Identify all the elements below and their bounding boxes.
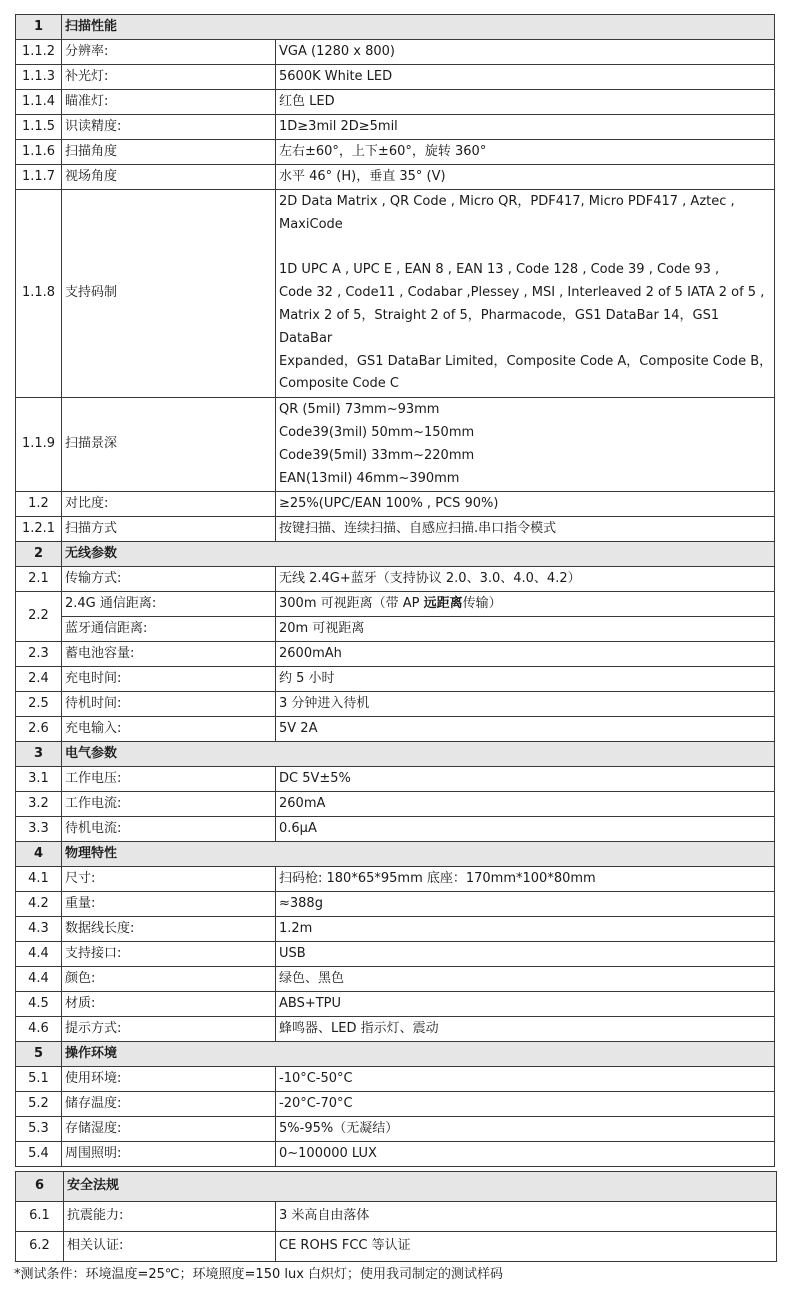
spec-label: 瞄准灯: — [62, 90, 276, 115]
spec-row — [16, 692, 775, 717]
spec-label: 待机时间: — [62, 692, 276, 717]
spec-number: 3.1 — [16, 767, 62, 792]
spec-value-line: 1D UPC A , UPC E , EAN 8 , EAN 13 , Code 128 , Code 39 , Code 93 , — [279, 262, 720, 278]
spec-value-line: Composite Code C — [279, 376, 400, 392]
spec-value-lines — [276, 190, 775, 398]
spec-row — [16, 1117, 775, 1142]
spec-number: 1.1.2 — [16, 40, 62, 65]
spec-number: 2.6 — [16, 717, 62, 742]
spec-number: 1.2.1 — [16, 517, 62, 542]
spec-number: 2.1 — [16, 567, 62, 592]
spec-value-line: Code39(5mil) 33mm~220mm — [279, 447, 475, 463]
spec-number: 5.4 — [16, 1142, 62, 1167]
spec-label: 补光灯: — [62, 65, 276, 90]
spec-row — [16, 617, 775, 642]
spec-row-multiline — [16, 190, 775, 398]
spec-number: 1.2 — [16, 492, 62, 517]
spec-row — [16, 817, 775, 842]
spec-label: 尺寸: — [62, 867, 276, 892]
spec-value-lines — [276, 398, 775, 492]
spec-row — [16, 40, 775, 65]
spec-number: 4.2 — [16, 892, 62, 917]
spec-value: 3 分钟进入待机 — [276, 692, 775, 717]
spec-value: 扫码枪: 180*65*95mm 底座：170mm*100*80mm — [276, 867, 775, 892]
spec-label: 蓄电池容量: — [62, 642, 276, 667]
spec-value: -10°C-50°C — [276, 1067, 775, 1092]
spec-label: 对比度: — [62, 492, 276, 517]
spec-row — [16, 65, 775, 90]
spec-value-emphasis: 远距离 — [423, 595, 463, 611]
spec-label: 蓝牙通信距离: — [62, 617, 276, 642]
spec-value: DC 5V±5% — [276, 767, 775, 792]
spec-label: 2.4G 通信距离: — [62, 592, 276, 617]
section-number: 5 — [16, 1042, 62, 1067]
spec-value-line — [279, 237, 774, 260]
spec-value-line: Code39(3mil) 50mm~150mm — [279, 424, 475, 440]
spec-value: 绿色、黑色 — [276, 967, 775, 992]
spec-value: 蜂鸣器、LED 指示灯、震动 — [276, 1017, 775, 1042]
spec-label: 数据线长度: — [62, 917, 276, 942]
spec-value-text: 传输） — [462, 595, 502, 611]
spec-number: 4.1 — [16, 867, 62, 892]
spec-number: 4.3 — [16, 917, 62, 942]
section-number: 3 — [16, 742, 62, 767]
section-header-row — [16, 15, 775, 40]
spec-label: 视场角度 — [62, 165, 276, 190]
section-title: 操作环境 — [62, 1042, 775, 1067]
section-number: 1 — [16, 15, 62, 40]
test-conditions-note: *测试条件：环境温度=25℃；环境照度=150 lux 白炽灯；使用我司制定的测试样码 — [14, 1267, 504, 1282]
spec-value: VGA (1280 x 800) — [276, 40, 775, 65]
spec-row-multiline — [16, 398, 775, 492]
spec-number: 4.6 — [16, 1017, 62, 1042]
spec-value: 5V 2A — [276, 717, 775, 742]
section-header-row — [16, 1172, 777, 1202]
spec-value: 2600mAh — [276, 642, 775, 667]
spec-number: 1.1.3 — [16, 65, 62, 90]
spec-number: 2.4 — [16, 667, 62, 692]
spec-number: 2.5 — [16, 692, 62, 717]
spec-row — [16, 942, 775, 967]
spec-number: 1.1.6 — [16, 140, 62, 165]
spec-value: 20m 可视距离 — [276, 617, 775, 642]
spec-row — [16, 792, 775, 817]
spec-label: 支持接口: — [62, 942, 276, 967]
spec-value: ≥25%(UPC/EAN 100% , PCS 90%) — [276, 492, 775, 517]
spec-row — [16, 1202, 777, 1232]
spec-number: 2.3 — [16, 642, 62, 667]
section-title: 扫描性能 — [62, 15, 775, 40]
spec-row — [16, 592, 775, 617]
spec-label: 识读精度: — [62, 115, 276, 140]
spec-label: 相关认证: — [64, 1232, 276, 1262]
spec-row — [16, 90, 775, 115]
spec-label: 工作电流: — [62, 792, 276, 817]
spec-label: 储存温度: — [62, 1092, 276, 1117]
spec-row — [16, 1092, 775, 1117]
spec-label: 充电输入: — [62, 717, 276, 742]
spec-label: 使用环境: — [62, 1067, 276, 1092]
section-title: 物理特性 — [62, 842, 775, 867]
safety-table — [15, 1171, 777, 1262]
spec-label: 待机电流: — [62, 817, 276, 842]
section-header-row — [16, 842, 775, 867]
spec-row — [16, 492, 775, 517]
spec-value: 260mA — [276, 792, 775, 817]
spec-number: 1.1.9 — [16, 398, 62, 492]
spec-value-line: Expanded，GS1 DataBar Limited，Composite Code A，Composite Code B， — [279, 353, 773, 369]
spec-row — [16, 992, 775, 1017]
spec-row — [16, 642, 775, 667]
spec-value-line: Code 32 , Code11 , Codabar ,Plessey , MSI , Interleaved 2 of 5 IATA 2 of 5 , — [279, 285, 765, 301]
spec-value: 0.6μA — [276, 817, 775, 842]
spec-number: 1.1.4 — [16, 90, 62, 115]
spec-number: 6.1 — [16, 1202, 64, 1232]
spec-number: 3.2 — [16, 792, 62, 817]
spec-row — [16, 667, 775, 692]
spec-value-line: Matrix 2 of 5，Straight 2 of 5，Pharmacode，GS1 DataBar 14，GS1 DataBar — [279, 307, 720, 346]
spec-value: 无线 2.4G+蓝牙（支持协议 2.0、3.0、4.0、4.2） — [276, 567, 775, 592]
spec-label: 充电时间: — [62, 667, 276, 692]
spec-value: 1.2m — [276, 917, 775, 942]
spec-number: 1.1.5 — [16, 115, 62, 140]
spec-label: 材质: — [62, 992, 276, 1017]
spec-row — [16, 717, 775, 742]
section-number: 6 — [16, 1172, 64, 1202]
spec-label: 扫描景深 — [62, 398, 276, 492]
spec-row — [16, 517, 775, 542]
spec-value: 按键扫描、连续扫描、自感应扫描.串口指令模式 — [276, 517, 775, 542]
spec-row — [16, 1067, 775, 1092]
spec-row — [16, 892, 775, 917]
spec-number: 4.4 — [16, 967, 62, 992]
spec-value: 水平 46° (H)，垂直 35° (V) — [276, 165, 775, 190]
spec-value: 左右±60°，上下±60°，旋转 360° — [276, 140, 775, 165]
spec-value: ABS+TPU — [276, 992, 775, 1017]
spec-value: CE ROHS FCC 等认证 — [276, 1232, 777, 1262]
spec-value-line: QR (5mil) 73mm~93mm — [279, 402, 440, 418]
spec-number: 3.3 — [16, 817, 62, 842]
spec-value-line: 2D Data Matrix , QR Code , Micro QR，PDF417, Micro PDF417 , Aztec , — [279, 194, 735, 209]
spec-row — [16, 1142, 775, 1167]
spec-number: 5.1 — [16, 1067, 62, 1092]
section-number: 4 — [16, 842, 62, 867]
spec-label: 存储湿度: — [62, 1117, 276, 1142]
spec-value: 0~100000 LUX — [276, 1142, 775, 1167]
spec-value: 约 5 小时 — [276, 667, 775, 692]
section-title: 无线参数 — [62, 542, 775, 567]
spec-label: 分辨率: — [62, 40, 276, 65]
spec-value: ≈388g — [276, 892, 775, 917]
spec-value: 1D≥3mil 2D≥5mil — [276, 115, 775, 140]
section-title: 电气参数 — [62, 742, 775, 767]
spec-value: 5600K White LED — [276, 65, 775, 90]
spec-table — [15, 14, 775, 1167]
spec-row — [16, 1017, 775, 1042]
spec-row — [16, 867, 775, 892]
spec-row — [16, 567, 775, 592]
spec-number: 2.2 — [16, 592, 62, 642]
spec-label: 支持码制 — [62, 190, 276, 398]
section-title: 安全法规 — [64, 1172, 777, 1202]
spec-value: USB — [276, 942, 775, 967]
section-header-row — [16, 542, 775, 567]
spec-value-line: EAN(13mil) 46mm~390mm — [279, 470, 460, 486]
section-header-row — [16, 742, 775, 767]
spec-label: 周围照明: — [62, 1142, 276, 1167]
spec-label: 颜色: — [62, 967, 276, 992]
spec-number: 5.3 — [16, 1117, 62, 1142]
spec-row — [16, 115, 775, 140]
spec-row — [16, 165, 775, 190]
spec-value: 5%-95%（无凝结） — [276, 1117, 775, 1142]
spec-row — [16, 767, 775, 792]
spec-row — [16, 1232, 777, 1262]
spec-row — [16, 140, 775, 165]
spec-label: 工作电压: — [62, 767, 276, 792]
spec-label: 抗震能力: — [64, 1202, 276, 1232]
spec-label: 提示方式: — [62, 1017, 276, 1042]
spec-row — [16, 967, 775, 992]
spec-number: 6.2 — [16, 1232, 64, 1262]
spec-value: -20°C-70°C — [276, 1092, 775, 1117]
spec-row — [16, 917, 775, 942]
section-header-row — [16, 1042, 775, 1067]
spec-label: 重量: — [62, 892, 276, 917]
spec-number: 4.5 — [16, 992, 62, 1017]
spec-number: 5.2 — [16, 1092, 62, 1117]
spec-label: 扫描方式 — [62, 517, 276, 542]
spec-value — [276, 592, 775, 617]
spec-value-line: MaxiCode — [279, 216, 343, 232]
section-number: 2 — [16, 542, 62, 567]
spec-number: 4.4 — [16, 942, 62, 967]
spec-label: 扫描角度 — [62, 140, 276, 165]
spec-number: 1.1.8 — [16, 190, 62, 398]
spec-value-text: 300m 可视距离（带 AP — [279, 595, 424, 611]
spec-value: 3 米高自由落体 — [276, 1202, 777, 1232]
spec-value: 红色 LED — [276, 90, 775, 115]
spec-number: 1.1.7 — [16, 165, 62, 190]
spec-label: 传输方式: — [62, 567, 276, 592]
